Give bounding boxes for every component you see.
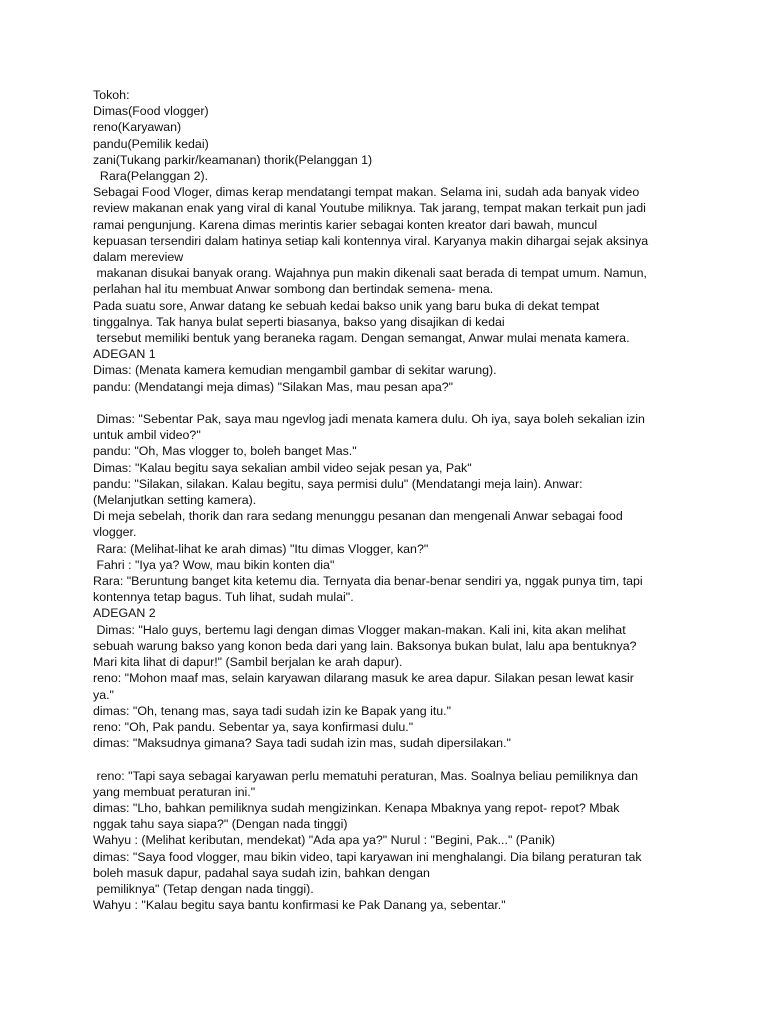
text-line: reno: "Oh, Pak pandu. Sebentar ya, saya konfirmasi dulu." <box>93 719 414 734</box>
text-line: (Melanjutkan setting kamera). <box>93 493 257 508</box>
text-line: reno: "Tapi saya sebagai karyawan perlu mematuhi peraturan, Mas. Soalnya beliau pemiliknya dan <box>93 768 639 783</box>
text-line: tersebut memiliki bentuk yang beraneka ragam. Dengan semangat, Anwar mulai menata kamera. <box>93 331 630 346</box>
scene-heading: ADEGAN 2 <box>93 606 156 621</box>
text-line: Sebagai Food Vloger, dimas kerap mendatangi tempat makan. Selama ini, sudah ada banyak video <box>93 185 640 200</box>
text-line: makanan disukai banyak orang. Wajahnya pun makin dikenali saat berada di tempat umum. Namun, <box>93 266 647 281</box>
text-line: Dimas: "Halo guys, bertemu lagi dengan dimas Vlogger makan-makan. Kali ini, kita akan melihat <box>93 622 626 637</box>
text-line: dalam mereview <box>93 250 184 265</box>
text-line: ramai pengunjung. Karena dimas merintis karier sebagai konten kreator dari bawah, muncul <box>93 217 598 232</box>
text-line: kepuasan tersendiri dalam hatinya setiap kali kontennya viral. Karyanya makin dihargai sejak aksinya <box>93 233 649 248</box>
text-line: Wahyu : (Melihat keributan, mendekat) "Ada apa ya?" Nurul : "Begini, Pak..." (Panik) <box>93 833 556 848</box>
text-line: dimas: "Maksudnya gimana? Saya tadi sudah izin mas, sudah dipersilakan." <box>93 736 511 751</box>
text-line: dimas: "Saya food vlogger, mau bikin video, tapi karyawan ini menghalangi. Dia bilang peraturan tak <box>93 849 642 864</box>
text-line: Mari kita lihat di dapur!" (Sambil berjalan ke arah dapur). <box>93 655 403 670</box>
text-line: untuk ambil video?" <box>93 428 201 443</box>
text-line: pandu: "Oh, Mas vlogger to, boleh banget Mas." <box>93 444 357 459</box>
text-line: reno(Karyawan) <box>93 120 182 135</box>
text-line: review makanan enak yang viral di kanal Youtube miliknya. Tak jarang, tempat makan terkait pun jadi <box>93 201 646 216</box>
text-line: yang membuat peraturan ini." <box>93 784 256 799</box>
text-line: Rara: (Melihat-lihat ke arah dimas) "Itu dimas Vlogger, kan?" <box>93 541 429 556</box>
blank-line <box>93 751 663 767</box>
text-line: Dimas: "Kalau begitu saya sekalian ambil video sejak pesan ya, Pak" <box>93 460 472 475</box>
text-line: pandu(Pemilik kedai) <box>93 136 209 151</box>
text-line: Dimas(Food vlogger) <box>93 104 209 119</box>
text-line: Wahyu : "Kalau begitu saya bantu konfirmasi ke Pak Danang ya, sebentar." <box>93 898 506 913</box>
text-line: dimas: "Oh, tenang mas, saya tadi sudah izin ke Bapak yang itu." <box>93 703 451 718</box>
text-line: perlahan hal itu membuat Anwar sombong dan bertindak semena- mena. <box>93 282 494 297</box>
text-line: pandu: (Mendatangi meja dimas) "Silakan Mas, mau pesan apa?" <box>93 379 454 394</box>
text-line: Rara(Pelanggan 2). <box>93 169 209 184</box>
text-line: tinggalnya. Tak hanya bulat seperti biasanya, bakso yang disajikan di kedai <box>93 314 505 329</box>
text-line: Dimas: "Sebentar Pak, saya mau ngevlog jadi menata kamera dulu. Oh iya, saya boleh sekalian izin <box>93 412 645 427</box>
blank-line <box>93 395 663 411</box>
text-line: Pada suatu sore, Anwar datang ke sebuah kedai bakso unik yang baru buka di dekat tempat <box>93 298 600 313</box>
text-line: nggak tahu saya siapa?" (Dengan nada tinggi) <box>93 817 348 832</box>
text-line: Rara: "Beruntung banget kita ketemu dia. Ternyata dia benar-benar sendiri ya, nggak punya tim, tapi <box>93 574 643 589</box>
text-line: reno: "Mohon maaf mas, selain karyawan dilarang masuk ke area dapur. Silakan pesan lewat kasir <box>93 671 634 686</box>
text-line: boleh masuk dapur, padahal saya sudah izin, bahkan dengan <box>93 865 430 880</box>
text-line: pemiliknya" (Tetap dengan nada tinggi). <box>93 881 314 896</box>
text-line: ya." <box>93 687 114 702</box>
text-line: vlogger. <box>93 525 137 540</box>
text-line: Fahri : "Iya ya? Wow, mau bikin konten dia" <box>93 557 335 572</box>
text-line: sebuah warung bakso yang konon beda dari yang lain. Baksonya bukan bulat, lalu apa bentuknya? <box>93 638 637 653</box>
text-line: dimas: "Lho, bahkan pemiliknya sudah mengizinkan. Kenapa Mbaknya yang repot- repot? Mbak <box>93 800 620 815</box>
text-line: pandu: "Silakan, silakan. Kalau begitu, saya permisi dulu" (Mendatangi meja lain). Anwar: <box>93 476 583 491</box>
text-line: zani(Tukang parkir/keamanan) thorik(Pelanggan 1) <box>93 152 373 167</box>
text-line: Tokoh: <box>93 88 130 102</box>
text-line: Di meja sebelah, thorik dan rara sedang menunggu pesanan dan mengenali Anwar sebagai food <box>93 509 623 524</box>
document-page <box>93 87 663 913</box>
text-line: Dimas: (Menata kamera kemudian mengambil gambar di sekitar warung). <box>93 363 497 378</box>
text-line: kontennya tetap bagus. Tuh lihat, sudah mulai". <box>93 590 354 605</box>
scene-heading: ADEGAN 1 <box>93 347 156 362</box>
